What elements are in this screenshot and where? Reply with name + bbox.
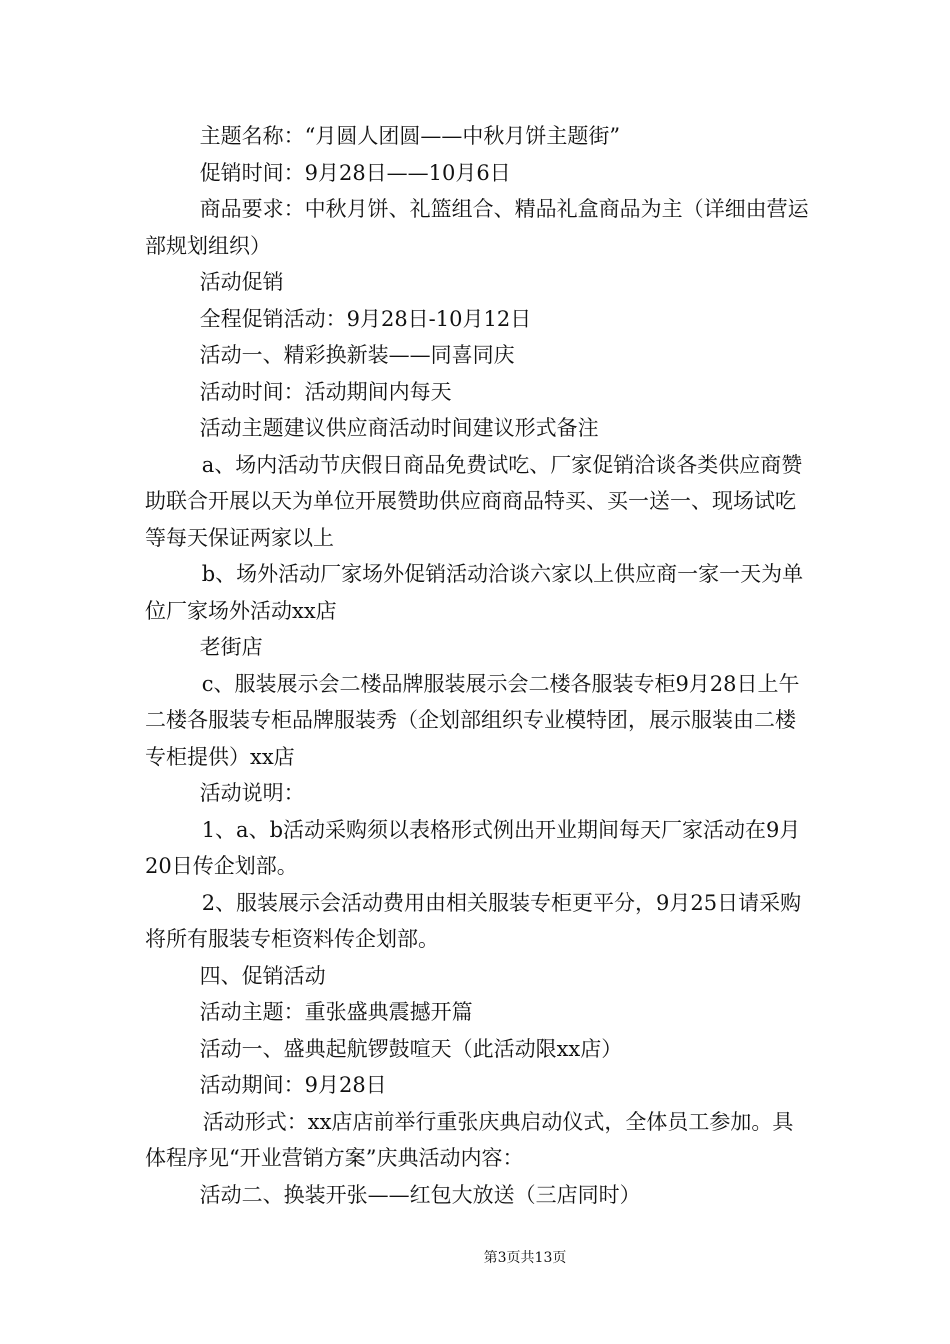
paragraph-theme-name: 主题名称：“月圆人团圆——中秋月饼主题街”: [199, 124, 621, 148]
paragraph-activity-one-ceremony: 活动一、盛典起航锣鼓喧天（此活动限xx店）: [199, 1036, 623, 1061]
paragraph-activity-notes-heading: 活动说明：: [199, 781, 305, 805]
paragraph-item-c: c、服装展示会二楼品牌服装展示会二楼各服装专柜9月28日上午二楼各服装专柜品牌服装秀（企划部组织专业模特团，展示服装由二楼专柜提供）xx店: [145, 671, 800, 769]
paragraph-table-header: 活动主题建议供应商活动时间建议形式备注: [199, 416, 599, 440]
paragraph-activity-two: 活动二、换装开张——红包大放送（三店同时）: [199, 1182, 641, 1207]
paragraph-activity-period: 活动期间：9月28日: [199, 1073, 387, 1097]
paragraph-promo-time: 促销时间：9月28日——10月6日: [199, 160, 511, 185]
document-body: [145, 118, 810, 1213]
paragraph-product-requirements: 商品要求：中秋月饼、礼篮组合、精品礼盒商品为主（详细由营运部规划组织）: [145, 197, 809, 258]
paragraph-note-2: 2、服装展示会活动费用由相关服装专柜更平分，9月25日请采购将所有服装专柜资料传企划部。: [145, 890, 802, 951]
paragraph-note-1: 1、a、b活动采购须以表格形式例出开业期间每天厂家活动在9月20日传企划部。: [145, 817, 801, 878]
paragraph-activity-time: 活动时间：活动期间内每天: [199, 379, 452, 404]
page-number-footer: 第3页共13页: [483, 1250, 567, 1266]
paragraph-activity-one: 活动一、精彩换新装——同喜同庆: [199, 343, 515, 367]
paragraph-full-promo: 全程促销活动：9月28日-10月12日: [199, 306, 532, 331]
paragraph-activity-theme: 活动主题：重张盛典震撼开篇: [199, 1000, 473, 1024]
paragraph-section-four: 四、促销活动: [199, 963, 326, 988]
paragraph-activity-form: 活动形式：xx店店前举行重张庆典启动仪式，全体员工参加。具体程序见“开业营销方案”庆典活动内容：: [145, 1109, 794, 1170]
paragraph-item-a: a、场内活动节庆假日商品免费试吃、厂家促销洽谈各类供应商赞助联合开展以天为单位开展赞助供应商商品特买、买一送一、现场试吃等每天保证两家以上: [145, 452, 803, 550]
paragraph-old-street-store: 老街店: [199, 635, 263, 659]
paragraph-item-b: b、场外活动厂家场外促销活动洽谈六家以上供应商一家一天为单位厂家场外活动xx店: [145, 562, 804, 623]
paragraph-activity-promo: 活动促销: [199, 270, 284, 294]
